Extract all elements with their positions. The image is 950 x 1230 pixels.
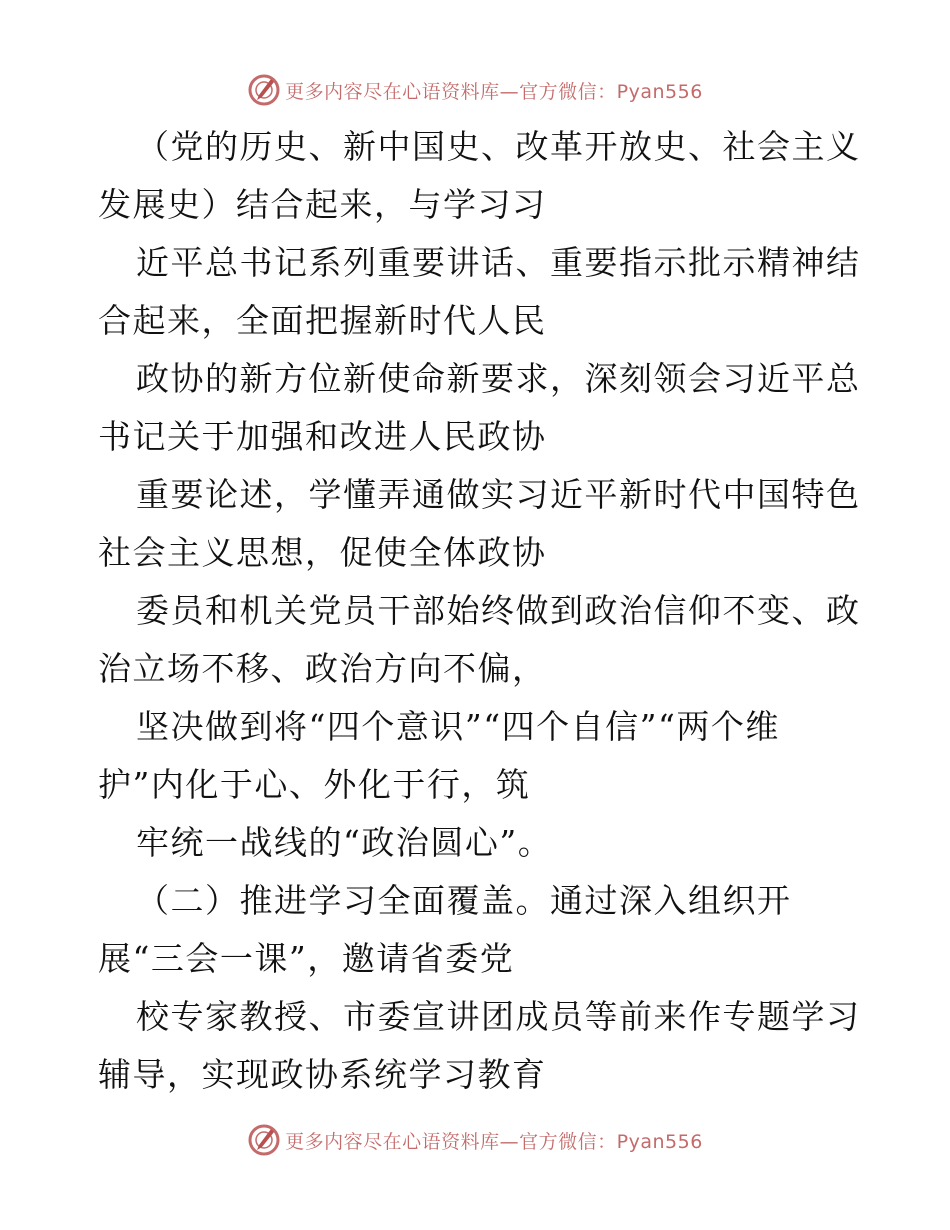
text-line: 发展史）结合起来，与学习习 bbox=[98, 185, 547, 224]
text-line: 近平总书记系列重要讲话、重要指示批示精神结 bbox=[136, 243, 861, 282]
text-line: 治立场不移、政治方向不偏， bbox=[98, 649, 547, 688]
header-banner bbox=[0, 70, 950, 110]
text-line: 校专家教授、市委宣讲团成员等前来作专题学习 bbox=[136, 997, 861, 1036]
text-line: 委员和机关党员干部始终做到政治信仰不变、政 bbox=[136, 591, 861, 630]
text-line: 合起来，全面把握新时代人民 bbox=[98, 301, 547, 340]
text-line: （党的历史、新中国史、改革开放史、社会主义 bbox=[136, 127, 861, 166]
text-line: 坚决做到将“四个意识”“四个自信”“两个维 bbox=[136, 707, 780, 746]
pen-seal-icon bbox=[247, 1123, 281, 1157]
footer-banner-text: 更多内容尽在心语资料库—官方微信：Pyan556 bbox=[285, 1130, 703, 1153]
text-line: 重要论述，学懂弄通做实习近平新时代中国特色 bbox=[136, 475, 861, 514]
text-line: 政协的新方位新使命新要求，深刻领会习近平总 bbox=[136, 359, 861, 398]
pen-seal-icon bbox=[247, 73, 281, 107]
text-line: 书记关于加强和改进人民政协 bbox=[98, 417, 547, 456]
header-banner-text: 更多内容尽在心语资料库—官方微信：Pyan556 bbox=[285, 80, 703, 103]
text-line: 牢统一战线的“政治圆心”。 bbox=[136, 823, 553, 862]
text-line: 展“三会一课”，邀请省委党 bbox=[98, 939, 515, 978]
text-line: 社会主义思想，促使全体政协 bbox=[98, 533, 547, 572]
footer-banner bbox=[0, 1120, 950, 1160]
text-line: （二）推进学习全面覆盖。通过深入组织开 bbox=[136, 881, 792, 920]
text-line: 辅导，实现政协系统学习教育 bbox=[98, 1055, 547, 1094]
text-line: 护”内化于心、外化于行，筑 bbox=[98, 765, 531, 804]
document-body bbox=[98, 118, 861, 1104]
